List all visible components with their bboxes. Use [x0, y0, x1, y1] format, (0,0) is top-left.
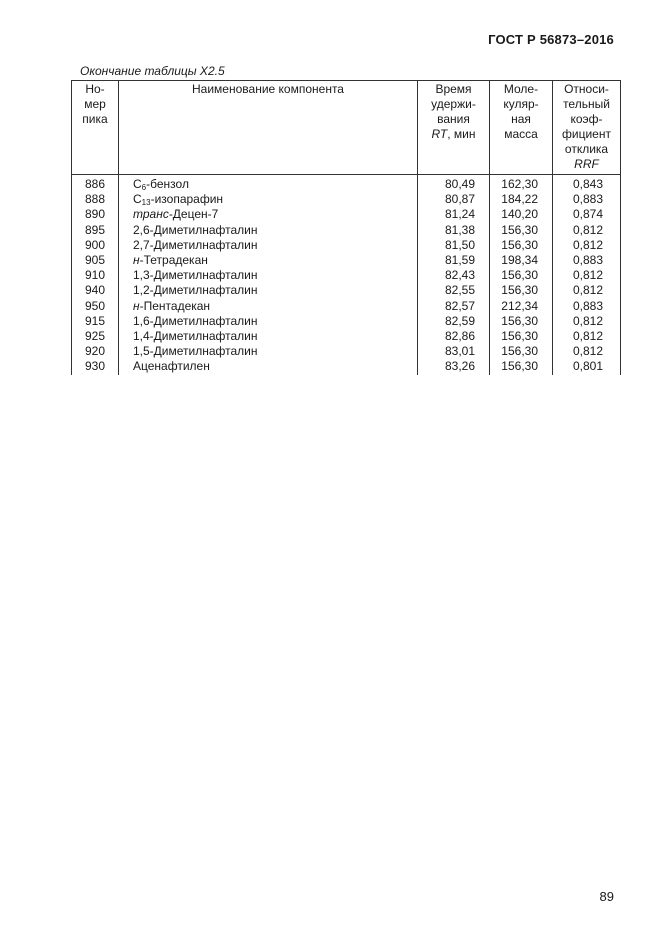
table-row [72, 283, 621, 298]
peak-number-cell: 940 [72, 283, 119, 298]
rrf-cell: 0,883 [553, 299, 621, 314]
molecular-mass-cell: 156,30 [490, 329, 553, 344]
component-name-part: транс [133, 207, 169, 222]
component-name-cell [119, 329, 418, 344]
molecular-mass-cell: 156,30 [490, 268, 553, 283]
component-name-cell [119, 283, 418, 298]
component-name-cell [119, 175, 418, 193]
table-row [72, 359, 621, 374]
component-name-part: 13 [141, 198, 151, 208]
component-name-part: -Децен-7 [168, 207, 219, 222]
peak-number-cell: 930 [72, 359, 119, 374]
rrf-cell: 0,883 [553, 192, 621, 207]
molecular-mass-cell: 184,22 [490, 192, 553, 207]
component-name-part: -Пентадекан [139, 298, 211, 313]
peak-number-cell: 905 [72, 253, 119, 268]
component-name-cell [119, 268, 418, 283]
rrf-cell: 0,874 [553, 207, 621, 222]
component-name-part: -бензол [146, 177, 189, 191]
table-header-row [72, 81, 621, 175]
molecular-mass-cell: 156,30 [490, 359, 553, 374]
table-row [72, 299, 621, 314]
table-row [72, 192, 621, 207]
table-row [72, 238, 621, 253]
header-component-name: Наименование компонента [119, 81, 418, 175]
retention-time-cell: 81,24 [418, 207, 490, 222]
component-name-cell [119, 253, 418, 268]
component-name-cell [119, 207, 418, 222]
rrf-cell: 0,812 [553, 238, 621, 253]
table-row [72, 268, 621, 283]
peak-number-cell: 895 [72, 223, 119, 238]
peak-number-cell: 890 [72, 207, 119, 222]
component-name-cell [119, 314, 418, 329]
page-number: 89 [599, 889, 614, 904]
molecular-mass-cell: 156,30 [490, 283, 553, 298]
component-name-part: 2,6-Диметилнафталин [133, 222, 258, 237]
molecular-mass-cell: 140,20 [490, 207, 553, 222]
component-name-part: -изопарафин [150, 192, 224, 207]
retention-time-cell: 82,55 [418, 283, 490, 298]
retention-time-cell: 82,57 [418, 299, 490, 314]
peak-number-cell: 925 [72, 329, 119, 344]
table-row [72, 253, 621, 268]
retention-time-cell: 82,59 [418, 314, 490, 329]
table-row [72, 314, 621, 329]
molecular-mass-cell: 156,30 [490, 344, 553, 359]
retention-time-cell: 81,50 [418, 238, 490, 253]
header-molecular-mass: Моле- куляр- ная масса [490, 81, 553, 175]
table-row [72, 344, 621, 359]
table-body [72, 175, 621, 375]
retention-time-cell: 81,59 [418, 253, 490, 268]
rrf-cell: 0,812 [553, 344, 621, 359]
component-name-cell [119, 344, 418, 359]
rrf-cell: 0,801 [553, 359, 621, 374]
rrf-cell: 0,812 [553, 329, 621, 344]
component-name-part: -Тетрадекан [139, 253, 208, 268]
rrf-cell: 0,812 [553, 223, 621, 238]
component-name-part: C [133, 192, 142, 207]
retention-time-cell: 80,87 [418, 192, 490, 207]
rrf-cell: 0,812 [553, 268, 621, 283]
component-name-cell [119, 192, 418, 207]
table-caption: Окончание таблицы X2.5 [80, 64, 225, 78]
rrf-cell: 0,812 [553, 283, 621, 298]
rrf-cell: 0,843 [553, 175, 621, 193]
component-name-cell [119, 238, 418, 253]
peak-number-cell: 920 [72, 344, 119, 359]
peak-number-cell: 950 [72, 299, 119, 314]
rrf-cell: 0,883 [553, 253, 621, 268]
retention-time-cell: 83,26 [418, 359, 490, 374]
component-name-cell [119, 223, 418, 238]
molecular-mass-cell: 156,30 [490, 314, 553, 329]
retention-time-cell: 82,43 [418, 268, 490, 283]
retention-time-cell: 80,49 [418, 175, 490, 193]
peak-number-cell: 900 [72, 238, 119, 253]
peak-number-cell: 915 [72, 314, 119, 329]
peak-number-cell: 888 [72, 192, 119, 207]
molecular-mass-cell: 162,30 [490, 175, 553, 193]
header-peak-number: Но- мер пика [72, 81, 119, 175]
component-name-part: C [133, 177, 142, 191]
component-name-part: 1,5-Диметилнафталин [133, 344, 258, 359]
component-name-part: 1,4-Диметилнафталин [133, 329, 258, 344]
table-row [72, 207, 621, 222]
component-name-part: 1,6-Диметилнафталин [133, 313, 258, 328]
component-name-part: 1,3-Диметилнафталин [133, 268, 258, 283]
table-row [72, 175, 621, 193]
peak-number-cell: 910 [72, 268, 119, 283]
molecular-mass-cell: 156,30 [490, 223, 553, 238]
table-row [72, 223, 621, 238]
component-name-part: н [133, 253, 140, 268]
components-table [71, 80, 621, 375]
component-name-part: 6 [141, 183, 147, 192]
component-name-part: 2,7-Диметилнафталин [133, 237, 258, 252]
component-name-part: Аценафтилен [133, 359, 210, 374]
table-row [72, 329, 621, 344]
component-name-part: 1,2-Диметилнафталин [133, 283, 258, 298]
component-name-part: н [133, 298, 140, 313]
component-name-cell [119, 359, 418, 374]
molecular-mass-cell: 212,34 [490, 299, 553, 314]
molecular-mass-cell: 198,34 [490, 253, 553, 268]
molecular-mass-cell: 156,30 [490, 238, 553, 253]
header-retention-time: Время удержи- вания RT, мин [418, 81, 490, 175]
retention-time-cell: 83,01 [418, 344, 490, 359]
header-relative-response-factor: Относи- тельный коэф- фициент отклика RRF [553, 81, 621, 175]
retention-time-cell: 81,38 [418, 223, 490, 238]
component-name-cell [119, 299, 418, 314]
rrf-cell: 0,812 [553, 314, 621, 329]
peak-number-cell: 886 [72, 175, 119, 193]
retention-time-cell: 82,86 [418, 329, 490, 344]
standard-header: ГОСТ Р 56873–2016 [488, 32, 614, 47]
